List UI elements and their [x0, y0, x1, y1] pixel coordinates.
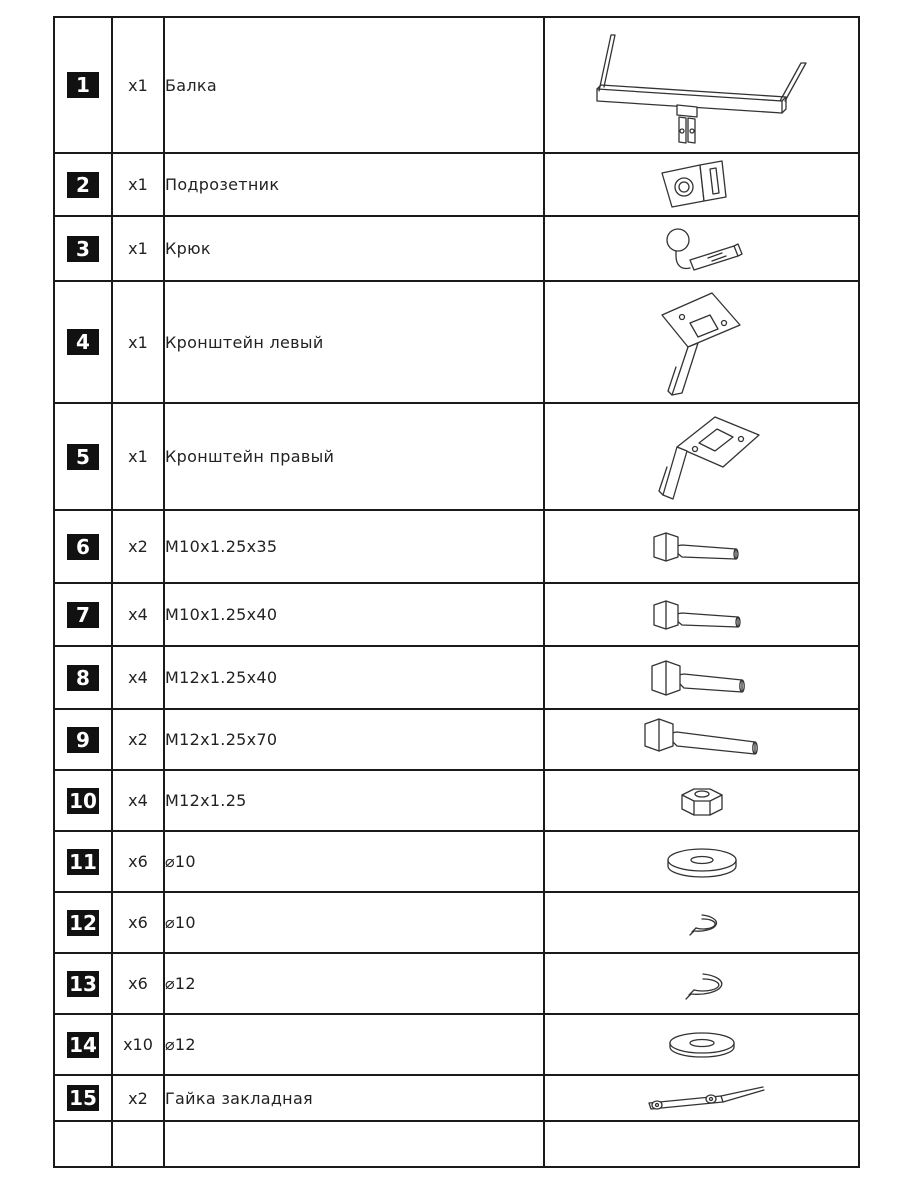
- item-number-cell: [54, 510, 112, 583]
- part-name-cell: Кронштейн левый: [164, 281, 544, 403]
- part-name-cell: M12x1.25x40: [164, 646, 544, 709]
- long-bolt-icon: [637, 714, 767, 766]
- table-row: [54, 953, 859, 1014]
- item-number-badge: 10: [67, 788, 99, 814]
- quantity-cell: x1: [112, 216, 164, 281]
- table-row: [54, 17, 859, 153]
- item-number-cell: [54, 281, 112, 403]
- part-name-cell: Подрозетник: [164, 153, 544, 216]
- quantity-cell: x10: [112, 1014, 164, 1075]
- part-image-cell: [544, 1014, 859, 1075]
- item-number-badge: 5: [67, 444, 99, 470]
- part-name-cell: ⌀12: [164, 953, 544, 1014]
- table-row: [54, 892, 859, 953]
- part-name-cell: M10x1.25x40: [164, 583, 544, 646]
- part-name-cell: [164, 1121, 544, 1167]
- table-row: [54, 281, 859, 403]
- tow-beam-icon: [587, 21, 817, 149]
- part-image-cell: [544, 646, 859, 709]
- bolt-icon: [642, 654, 762, 702]
- part-image-cell: [544, 583, 859, 646]
- embedded-nut-icon: [637, 1081, 767, 1115]
- part-name-cell: Балка: [164, 17, 544, 153]
- part-image-cell: [544, 216, 859, 281]
- item-number-badge: 3: [67, 236, 99, 262]
- part-name-cell: M12x1.25x70: [164, 709, 544, 770]
- quantity-cell: x4: [112, 646, 164, 709]
- part-image-cell: [544, 1075, 859, 1121]
- item-number-cell: [54, 892, 112, 953]
- right-bracket-icon: [637, 407, 767, 507]
- table-row: [54, 831, 859, 892]
- socket-bracket-icon: [642, 157, 762, 213]
- item-number-cell: [54, 216, 112, 281]
- item-number-badge: 7: [67, 602, 99, 628]
- item-number-cell: [54, 646, 112, 709]
- quantity-cell: x2: [112, 709, 164, 770]
- table-row: [54, 403, 859, 510]
- spring-washer-icon: [672, 901, 732, 945]
- table-row: [54, 510, 859, 583]
- part-image-cell: [544, 403, 859, 510]
- item-number-badge: 2: [67, 172, 99, 198]
- table-row: [54, 770, 859, 831]
- item-number-cell: [54, 403, 112, 510]
- part-image-cell: [544, 281, 859, 403]
- part-name-cell: M10x1.25x35: [164, 510, 544, 583]
- part-name-cell: Крюк: [164, 216, 544, 281]
- quantity-cell: x1: [112, 403, 164, 510]
- item-number-badge: 11: [67, 849, 99, 875]
- item-number-badge: 8: [67, 665, 99, 691]
- part-name-cell: ⌀10: [164, 892, 544, 953]
- item-number-cell: [54, 1121, 112, 1167]
- item-number-cell: [54, 1014, 112, 1075]
- part-image-cell: [544, 953, 859, 1014]
- item-number-cell: [54, 17, 112, 153]
- table-row: [54, 216, 859, 281]
- item-number-badge: 9: [67, 727, 99, 753]
- item-number-badge: 1: [67, 72, 99, 98]
- part-name-cell: M12x1.25: [164, 770, 544, 831]
- item-number-badge: 14: [67, 1032, 99, 1058]
- quantity-cell: x2: [112, 510, 164, 583]
- spring-washer-icon: [667, 961, 737, 1007]
- item-number-cell: [54, 153, 112, 216]
- table-row: [54, 153, 859, 216]
- quantity-cell: x4: [112, 770, 164, 831]
- part-image-cell: [544, 831, 859, 892]
- bolt-icon: [642, 593, 762, 637]
- part-image-cell: [544, 770, 859, 831]
- left-bracket-icon: [642, 285, 762, 399]
- tow-ball-hook-icon: [642, 220, 762, 278]
- item-number-badge: 15: [67, 1085, 99, 1111]
- part-image-cell: [544, 1121, 859, 1167]
- item-number-badge: 6: [67, 534, 99, 560]
- quantity-cell: x6: [112, 892, 164, 953]
- part-name-cell: Гайка закладная: [164, 1075, 544, 1121]
- bolt-icon: [642, 525, 762, 569]
- part-image-cell: [544, 153, 859, 216]
- table-row: [54, 1014, 859, 1075]
- quantity-cell: x6: [112, 953, 164, 1014]
- part-name-cell: ⌀12: [164, 1014, 544, 1075]
- part-image-cell: [544, 892, 859, 953]
- flat-washer-icon: [662, 840, 742, 884]
- item-number-cell: [54, 583, 112, 646]
- quantity-cell: x6: [112, 831, 164, 892]
- quantity-cell: x1: [112, 281, 164, 403]
- quantity-cell: [112, 1121, 164, 1167]
- flat-washer-icon: [664, 1025, 740, 1065]
- item-number-cell: [54, 831, 112, 892]
- item-number-cell: [54, 1075, 112, 1121]
- parts-table: [53, 16, 860, 1168]
- item-number-cell: [54, 953, 112, 1014]
- quantity-cell: x4: [112, 583, 164, 646]
- quantity-cell: x2: [112, 1075, 164, 1121]
- item-number-badge: 4: [67, 329, 99, 355]
- table-row: [54, 709, 859, 770]
- part-name-cell: ⌀10: [164, 831, 544, 892]
- part-name-cell: Кронштейн правый: [164, 403, 544, 510]
- item-number-badge: 12: [67, 910, 99, 936]
- table-row: [54, 583, 859, 646]
- item-number-cell: [54, 709, 112, 770]
- item-number-badge: 13: [67, 971, 99, 997]
- item-number-cell: [54, 770, 112, 831]
- part-image-cell: [544, 510, 859, 583]
- part-image-cell: [544, 709, 859, 770]
- hex-nut-icon: [672, 779, 732, 823]
- table-row: [54, 1121, 859, 1167]
- quantity-cell: x1: [112, 153, 164, 216]
- quantity-cell: x1: [112, 17, 164, 153]
- part-image-cell: [544, 17, 859, 153]
- table-row: [54, 1075, 859, 1121]
- table-row: [54, 646, 859, 709]
